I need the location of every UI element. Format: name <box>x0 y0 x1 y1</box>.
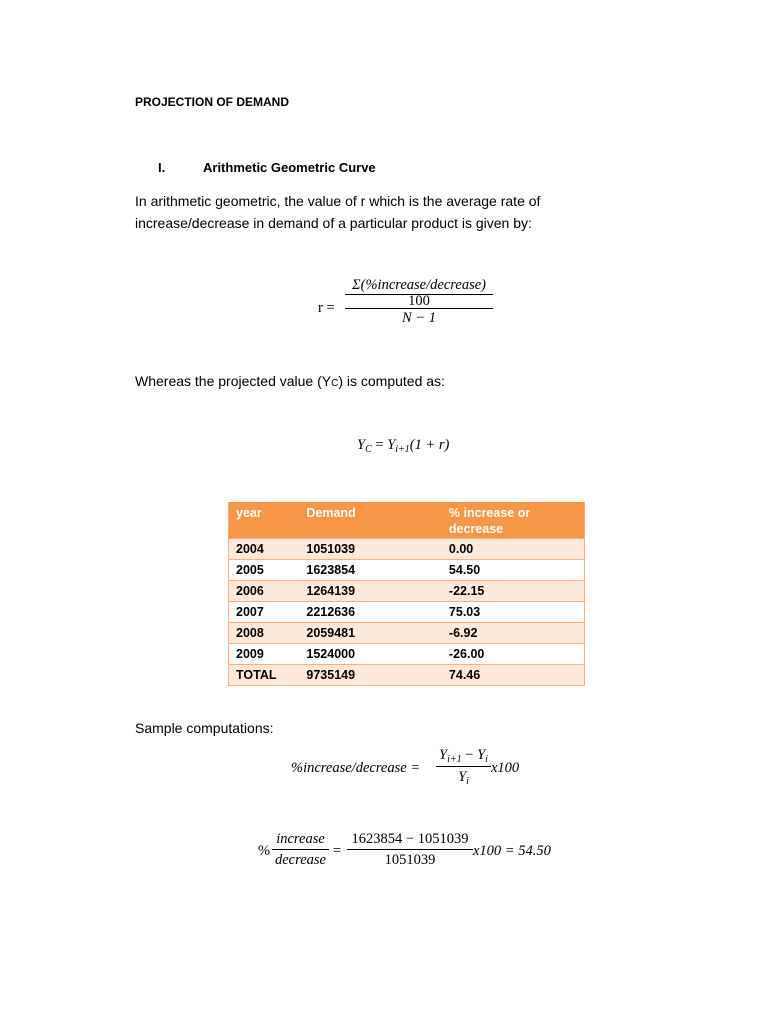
table-row <box>229 559 585 580</box>
formula-example-tail: x100 = 54.50 <box>473 843 551 859</box>
formula-r-main-line <box>345 308 493 309</box>
cell-demand: 1051039 <box>299 538 442 559</box>
formula-pct-line <box>436 766 491 767</box>
sample-computations-label: Sample computations: <box>135 720 274 736</box>
formula-pct-denominator: $Y_i$ <box>458 769 469 787</box>
formula-yc: $Y_C = Y_{i+1}(1 + r)$ <box>357 437 450 455</box>
formula-r-denominator: N − 1 <box>402 310 436 326</box>
cell-percent: 74.46 <box>442 664 585 685</box>
cell-year: 2008 <box>229 622 300 643</box>
cell-percent: 54.50 <box>442 559 585 580</box>
header-year: year <box>229 502 300 538</box>
table-row <box>229 580 585 601</box>
demand-table <box>228 502 585 686</box>
formula-r-inner-denominator: 100 <box>408 293 430 309</box>
section-number: I. <box>158 160 166 175</box>
formula-example-small-denominator: decrease <box>275 852 326 868</box>
cell-year: 2007 <box>229 601 300 622</box>
formula-r-inner-numerator: Σ(%increase/decrease) <box>352 277 486 293</box>
formula-example-big-line <box>347 849 473 850</box>
projected-value-text: Whereas the projected value (YC) is computed as: <box>135 373 445 389</box>
formula-example-big-numerator: 1623854 − 1051039 <box>351 831 469 847</box>
formula-example-small-line <box>272 849 329 850</box>
cell-percent: 75.03 <box>442 601 585 622</box>
cell-demand: 2059481 <box>299 622 442 643</box>
cell-demand: 9735149 <box>299 664 442 685</box>
formula-example-equals: = <box>333 843 342 859</box>
cell-year: TOTAL <box>229 664 300 685</box>
formula-example-small-fraction <box>272 830 329 872</box>
cell-year: 2004 <box>229 538 300 559</box>
section-heading: Arithmetic Geometric Curve <box>203 160 376 175</box>
formula-r-fraction <box>345 276 493 326</box>
cell-percent: -22.15 <box>442 580 585 601</box>
header-demand: Demand <box>299 502 442 538</box>
intro-line-1: In arithmetic geometric, the value of r which is the average rate of <box>135 193 541 209</box>
cell-demand: 1623854 <box>299 559 442 580</box>
formula-pct-tail: x100 <box>491 760 520 776</box>
cell-demand: 1524000 <box>299 643 442 664</box>
formula-r-lhs: r = <box>318 300 335 316</box>
cell-demand: 1264139 <box>299 580 442 601</box>
table-row <box>229 601 585 622</box>
intro-line-2: increase/decrease in demand of a particular product is given by: <box>135 215 532 231</box>
cell-year: 2009 <box>229 643 300 664</box>
formula-example-small-numerator: increase <box>276 831 325 847</box>
table-total-row <box>229 664 585 685</box>
table-row <box>229 643 585 664</box>
header-percent-change: % increase or decrease <box>442 502 585 538</box>
cell-demand: 2212636 <box>299 601 442 622</box>
cell-percent: -26.00 <box>442 643 585 664</box>
table-row <box>229 538 585 559</box>
table-header-row <box>229 502 585 538</box>
cell-year: 2005 <box>229 559 300 580</box>
formula-pct-numerator: $Y_{i+1} - Y_i$ <box>439 747 488 765</box>
formula-example-percent: % <box>258 843 271 859</box>
formula-pct-lhs: %increase/decrease = <box>291 760 421 776</box>
formula-example-big-denominator: 1051039 <box>384 852 436 868</box>
formula-example-big-fraction <box>347 830 473 872</box>
cell-percent: 0.00 <box>442 538 585 559</box>
document-title: PROJECTION OF DEMAND <box>135 95 290 109</box>
table-row <box>229 622 585 643</box>
cell-percent: -6.92 <box>442 622 585 643</box>
formula-pct-fraction <box>436 745 491 787</box>
cell-year: 2006 <box>229 580 300 601</box>
